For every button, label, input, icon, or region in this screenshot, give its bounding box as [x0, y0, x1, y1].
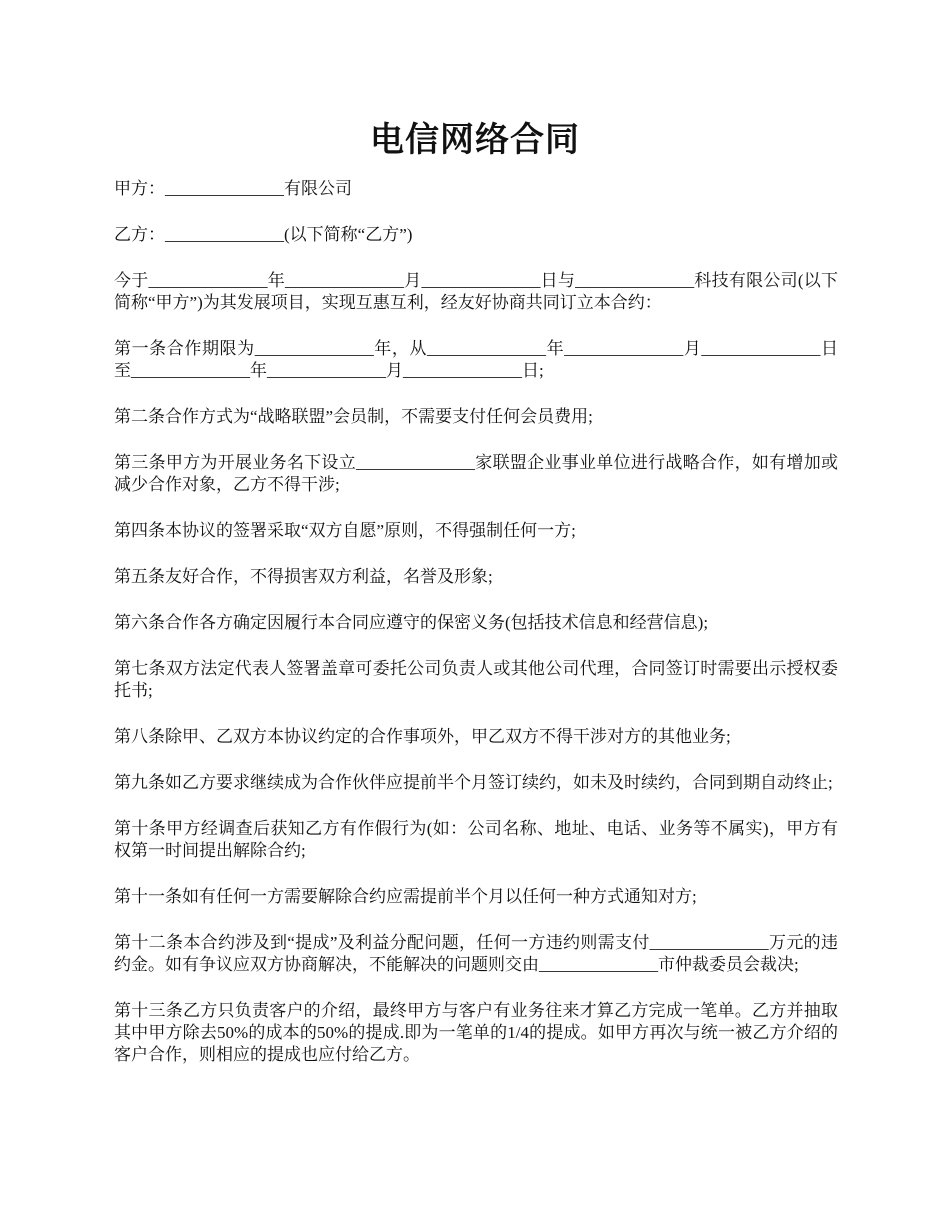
clause-6: 第六条合作各方确定因履行本合同应遵守的保密义务(包括技术信息和经营信息);	[114, 613, 709, 632]
clause-7: 第七条双方法定代表人签署盖章可委托公司负责人或其他公司代理，合同签订时需要出示授权委托书;	[114, 659, 838, 700]
party-b-line: 乙方：______________(以下简称“乙方”)	[114, 225, 413, 244]
document-body	[114, 178, 838, 1090]
clause-5: 第五条友好合作，不得损害双方利益，名誉及形象;	[114, 567, 493, 586]
clause-1: 第一条合作期限为______________年，从______________年______________月______________日至______________年______________月______________日;	[114, 339, 838, 380]
clause-12: 第十二条本合约涉及到“提成”及利益分配问题，任何一方违约则需支付______________万元的违约金。如有争议应双方协商解决，不能解决的问题则交由______________市仲裁委员会裁决;	[114, 933, 838, 974]
clause-8: 第八条除甲、乙双方本协议约定的合作事项外，甲乙双方不得干涉对方的其他业务;	[114, 727, 731, 746]
party-a-line: 甲方：______________有限公司	[114, 179, 352, 198]
clause-9: 第九条如乙方要求继续成为合作伙伴应提前半个月签订续约，如未及时续约，合同到期自动终止;	[114, 773, 833, 792]
clause-4: 第四条本协议的签署采取“双方自愿”原则，不得强制任何一方;	[114, 521, 576, 540]
clause-10: 第十条甲方经调查后获知乙方有作假行为(如：公司名称、地址、电话、业务等不属实)，甲方有权第一时间提出解除合约;	[114, 819, 838, 860]
document-title: 电信网络合同	[370, 122, 580, 159]
preamble: 今于______________年______________月______________日与______________科技有限公司(以下简称“甲方”)为其发展项目，实现互惠互利，经友好协商共同订立本合约：	[114, 271, 838, 312]
clause-13: 第十三条乙方只负责客户的介绍，最终甲方与客户有业务往来才算乙方完成一笔单。乙方并抽取其中甲方除去50%的成本的50%的提成.即为一笔单的1/4的提成。如甲方再次与统一被乙方介绍的客户合作，则相应的提成也应付给乙方。	[114, 1001, 838, 1064]
clause-11: 第十一条如有任何一方需要解除合约应需提前半个月以任何一种方式通知对方;	[114, 887, 697, 906]
clause-2: 第二条合作方式为“战略联盟”会员制，不需要支付任何会员费用;	[114, 407, 593, 426]
clause-3: 第三条甲方为开展业务名下设立______________家联盟企业事业单位进行战略合作，如有增加或减少合作对象，乙方不得干涉;	[114, 453, 838, 494]
